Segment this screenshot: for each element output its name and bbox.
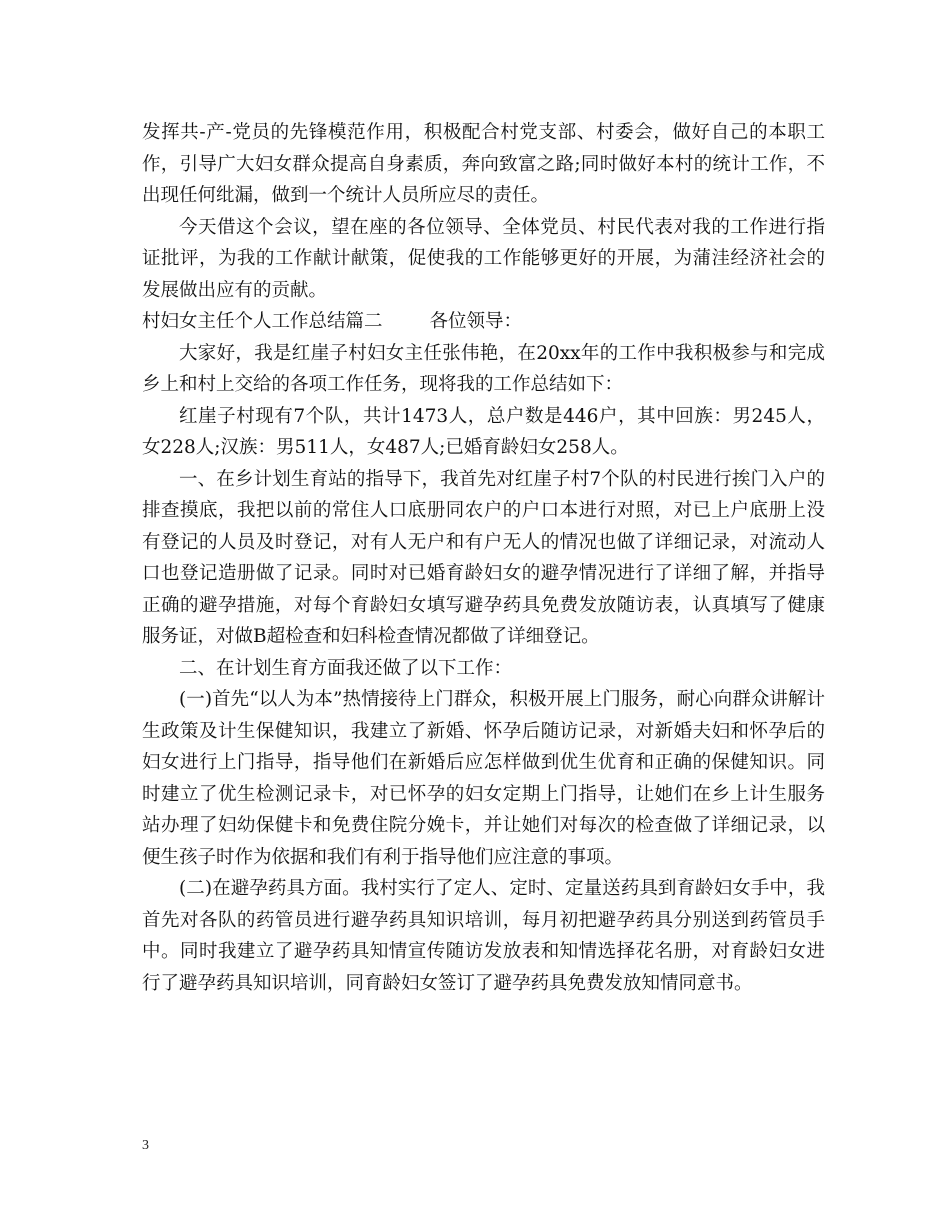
page-number: 3 — [142, 1138, 149, 1153]
paragraph-population: 红崖子村现有7个队，共计1473人，总户数是446户，其中回族：男245人，女228人;汉族：男511人，女487人;已婚育龄妇女258人。 — [142, 405, 825, 458]
paragraph-meeting: 今天借这个会议，望在座的各位领导、全体党员、村民代表对我的工作进行指证批评，为我的工作献计献策，促使我的工作能够更好的开展，为蒲洼经济社会的发展做出应有的贡献。 — [142, 216, 825, 301]
section-heading: 村妇女主任个人工作总结篇二 各位领导： — [142, 311, 523, 332]
paragraph-item-two: 二、在计划生育方面我还做了以下工作： — [179, 657, 513, 679]
paragraph-greeting: 大家好，我是红崖子村妇女主任张伟艳，在20xx年的工作中我积极参与和完成乡上和村上交给的各项工作任务，现将我的工作总结如下： — [142, 342, 825, 395]
document-body — [142, 117, 825, 999]
paragraph-subitem-two: (二)在避孕药具方面。我村实行了定人、定时、定量送药具到育龄妇女手中，我首先对各队的药管员进行避孕药具知识培训，每月初把避孕药具分别送到药管员手中。同时我建立了避孕药具知情宣传随访发放表和知情选择花名册，对育龄妇女进行了避孕药具知识培训，同育龄妇女签订了避孕药具免费发放知情同意书。 — [142, 878, 825, 994]
paragraph-item-one: 一、在乡计划生育站的指导下，我首先对红崖子村7个队的村民进行挨门入户的排查摸底，我把以前的常住人口底册同农户的户口本进行对照，对已上户底册上没有登记的人员及时登记，对有人无户和有户无人的情况也做了详细记录，对流动人口也登记造册做了记录。同时对已婚育龄妇女的避孕情况进行了详细了解，并指导正确的避孕措施，对每个育龄妇女填写避孕药具免费发放随访表，认真填写了健康服务证，对做B超检查和妇科检查情况都做了详细登记。 — [142, 468, 825, 647]
paragraph-continuation: 发挥共-产-党员的先锋模范作用，积极配合村党支部、村委会，做好自己的本职工作，引导广大妇女群众提高自身素质，奔向致富之路;同时做好本村的统计工作，不出现任何纰漏，做到一个统计人员所应尽的责任。 — [142, 122, 825, 206]
paragraph-subitem-one: (一)首先“以人为本”热情接待上门群众，积极开展上门服务，耐心向群众讲解计生政策及计生保健知识，我建立了新婚、怀孕后随访记录，对新婚夫妇和怀孕后的妇女进行上门指导，指导他们在新婚后应怎样做到优生优育和正确的保健知识。同时建立了优生检测记录卡，对已怀孕的妇女定期上门指导，让她们在乡上计生服务站办理了妇幼保健卡和免费住院分娩卡，并让她们对每次的检查做了详细记录，以便生孩子时作为依据和我们有利于指导他们应注意的事项。 — [142, 689, 825, 868]
